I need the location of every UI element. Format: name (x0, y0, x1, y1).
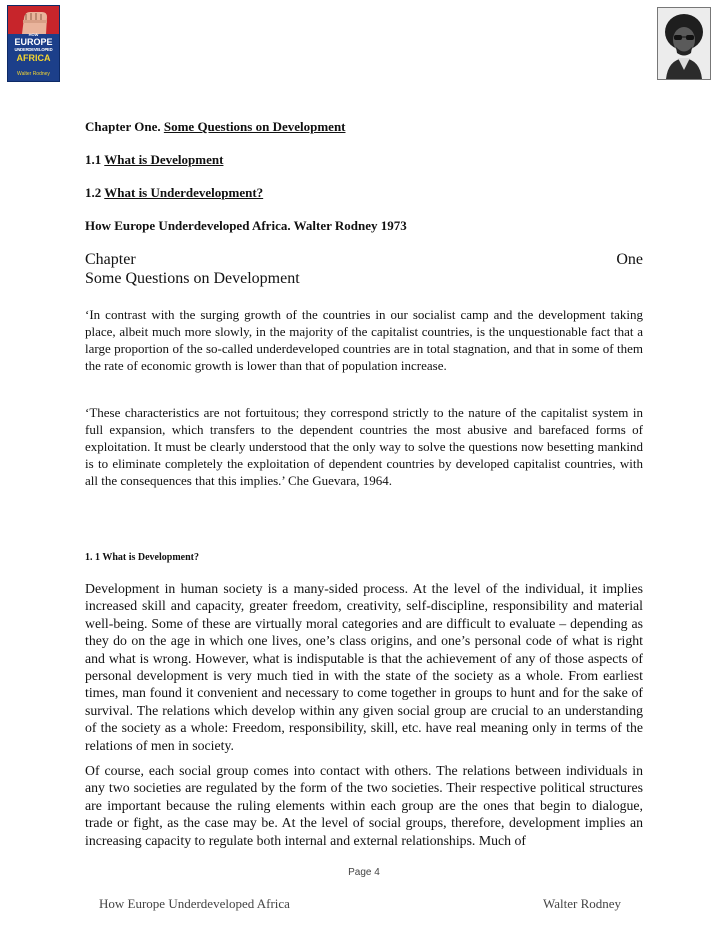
section-1-2-link[interactable]: What is Underdevelopment? (104, 185, 264, 200)
body-paragraph-1: Development in human society is a many-sided process. At the level of the individual, it implies increased skill and capacity, greater freedom, creativity, self-discipline, responsibility and material well-being. Some of these are virtually moral categories and are difficult to evaluate – depending as they do on the age in which one lives, one’s class origins, and one’s personal code of what is right and what is wrong. However, what is indisputable is that the achievement of any of those aspects of personal development is very much tied in with the state of the society as a whole. From earliest times, man found it convenient and necessary to come together in groups to hunt and for the sake of survival. The relations which develop within any given social group are crucial to an understanding of the society as a whole: Freedom, responsibility, skill, etc. have real meaning only in terms of the relations of men in society. (85, 581, 643, 753)
cover-africa: AFRICA (16, 53, 51, 63)
book-title-line: How Europe Underdeveloped Africa. Walter Rodney 1973 (85, 218, 407, 233)
author-portrait-icon (658, 8, 710, 79)
author-photo (657, 7, 711, 80)
chapter-word: Chapter (85, 251, 136, 268)
chapter-subtitle: Some Questions on Development (85, 270, 300, 287)
chapter-heading (85, 119, 346, 135)
chapter-title-line (85, 251, 643, 269)
quote-paragraph-2: ‘These characteristics are not fortuitous; they correspond strictly to the nature of the capitalist system in full expansion, which transfers to the dependent countries the most abusive and barefaced forms of exploitation. It must be clearly understood that the only way to solve the questions now besetting mankind is to eliminate completely the exploitation of dependent countries by developed capitalist countries, with all the consequences that this implies.’ Che Guevara, 1964. (85, 405, 643, 489)
chapter-heading-link[interactable]: Some Questions on Development (163, 119, 346, 134)
section-1-1-link[interactable]: What is Development (104, 152, 224, 167)
chapter-number: One (616, 251, 643, 268)
section-1-2-heading (85, 185, 263, 201)
cover-how: HOW (28, 32, 39, 37)
footer-book-title: How Europe Underdeveloped Africa (99, 896, 290, 911)
quote-paragraph-1: ‘In contrast with the surging growth of the countries in our socialist camp and the development taking place, albeit much more slowly, in the majority of the capitalist countries, is the unquestionable fact that a large proportion of the so-called underdeveloped countries are in total stagnation, and that in some of them the rate of economic growth is lower than that of population increase. (85, 307, 643, 374)
section-title: 1. 1 What is Development? (85, 552, 199, 563)
book-cover-image (7, 5, 60, 82)
page-number: Page 4 (348, 867, 380, 878)
chapter-heading-prefix: Chapter One. (85, 119, 161, 134)
section-1-2-number: 1.2 (85, 185, 102, 200)
cover-underdeveloped: UNDERDEVELOPED (14, 47, 53, 52)
section-1-1-number: 1.1 (85, 152, 102, 167)
raised-fist-icon (8, 6, 60, 34)
body-paragraph-2: Of course, each social group comes into contact with others. The relations between individuals in any two societies are regulated by the form of the two societies. Their respective political structures are important because the ruling elements within each group are the ones that begin to dialogue, trade or fight, as the case may be. At the level of social groups, therefore, development implies an increasing capacity to regulate both internal and external relationships. Much of (85, 763, 643, 848)
cover-europe: EUROPE (14, 37, 53, 47)
cover-author: Walter Rodney (17, 71, 50, 77)
footer-author: Walter Rodney (543, 896, 622, 911)
section-1-1-heading (85, 152, 223, 168)
